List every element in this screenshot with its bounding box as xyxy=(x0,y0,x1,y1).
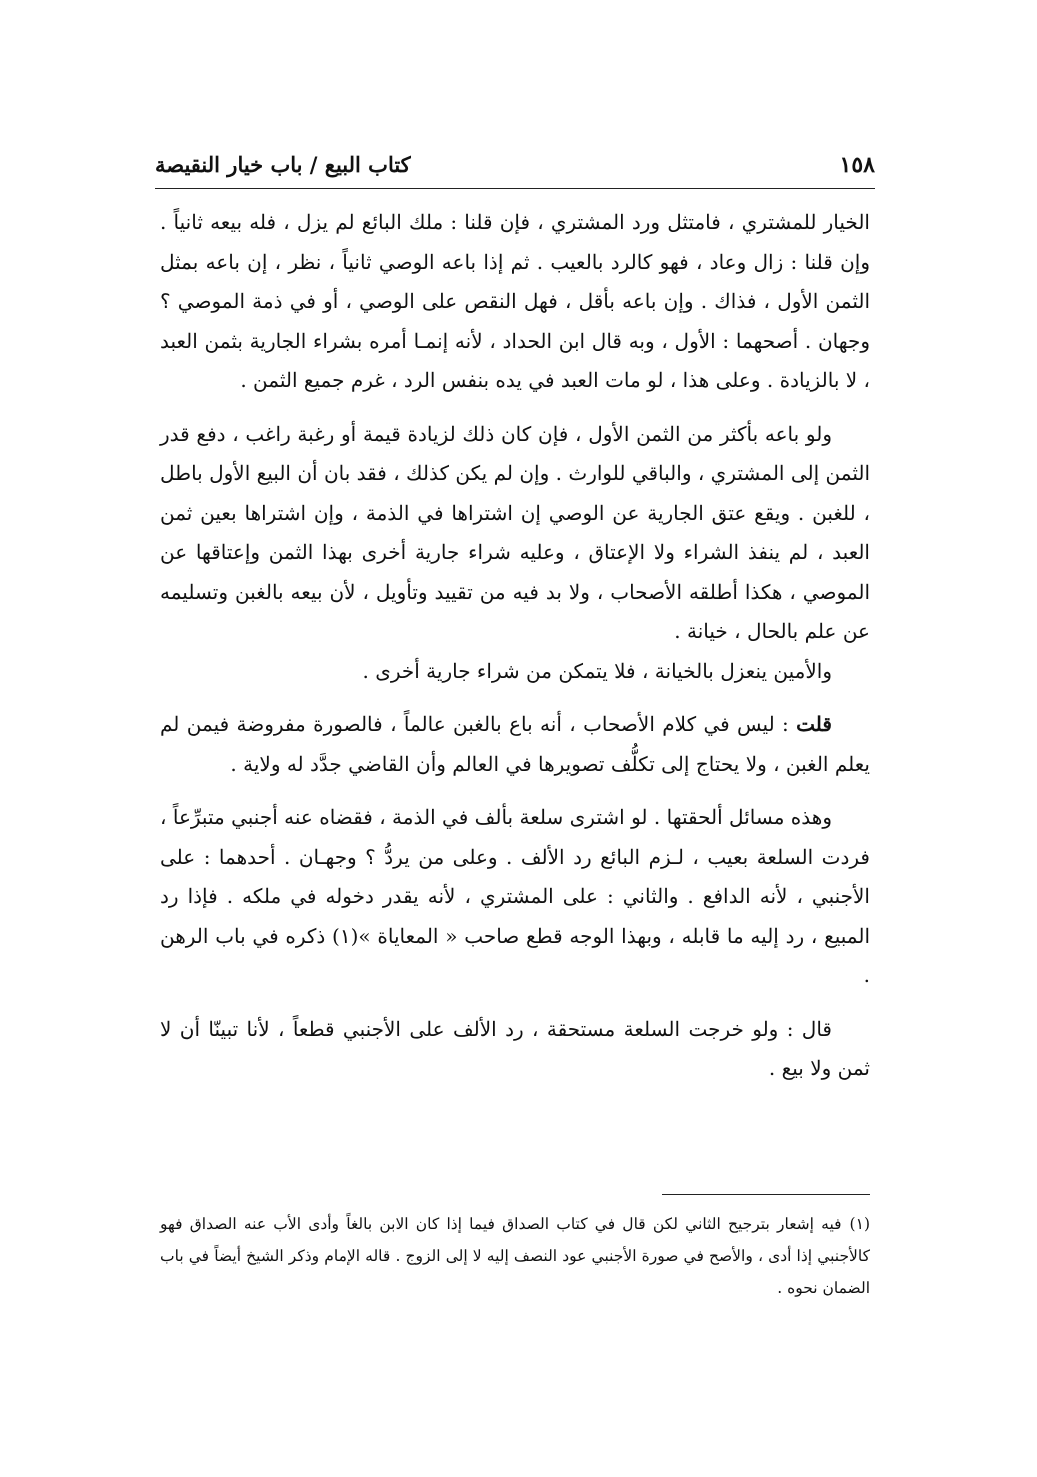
main-text xyxy=(160,203,870,1089)
footnote-entry xyxy=(160,1208,870,1304)
footnote-text: فيه إشعار بترجيح الثاني لكن قال في كتاب الصداق فيما إذا كان الابن بالغاً وأدى الأب عنه الصداق فهو كالأجنبي إذا أدى ، والأصح في صورة الأجنبي عود النصف إليه لا إلى الزوج . قاله الإمام وذكر الشيخ أيضاً في باب الضمان نحوه . xyxy=(160,1215,870,1297)
footnote xyxy=(160,1208,870,1304)
paragraph-6: قال : ولو خرجت السلعة مستحقة ، رد الألف على الأجنبي قطعاً ، لأنا تبينّا أن لا ثمن ولا بيع . xyxy=(160,1016,870,1080)
page-number: ١٥٨ xyxy=(839,152,875,178)
footnote-divider xyxy=(662,1194,870,1195)
paragraph-3: والأمين ينعزل بالخيانة ، فلا يتمكن من شراء جارية أخرى . xyxy=(362,658,832,683)
running-title: كتاب البيع / باب خيار النقيصة xyxy=(155,152,411,177)
paragraph-1: الخيار للمشتري ، فامتثل ورد المشتري ، فإن قلنا : ملك البائع لم يزل ، فله بيعه ثانياً . وإن قلنا : زال وعاد ، فهو كالرد بالعيب . ثم إذا باعه الوصي ثانياً ، نظر ، إن باعه بمثل الثمن الأول ، فذاك . وإن باعه بأقل ، فهل النقص على الوصي ، أو في ذمة الموصي ؟ وجهان . أصحهما : الأول ، وبه قال ابن الحداد ، لأنه إنمـا أمره بشراء الجارية بثمن العبد ، لا بالزيادة . وعلى هذا ، لو مات العبد في يده بنفس الرد ، غرم جميع الثمن . xyxy=(160,210,870,392)
paragraph-5: وهذه مسائل ألحقتها . لو اشترى سلعة بألف في الذمة ، فقضاه عنه أجنبي متبرِّعاً ، فردت السلعة بعيب ، لـزم البائع رد الألف . وعلى من يردُّ ؟ وجهـان . أحدهما : على الأجنبي ، لأنه الدافع . والثاني : على المشتري ، لأنه يقدر دخوله في ملكه . فإذا رد المبيع ، رد إليه ما قابله ، وبهذا الوجه قطع صاحب « المعاياة »(١) ذكره في باب الرهن . xyxy=(160,805,871,987)
footnote-marker: (١) xyxy=(849,1215,870,1233)
paragraph-2: ولو باعه بأكثر من الثمن الأول ، فإن كان ذلك لزيادة قيمة أو رغبة راغب ، دفع قدر الثمن إلى المشتري ، والباقي للوارث . وإن لم يكن كذلك ، فقد بان أن البيع الأول باطل ، للغبن . ويقع عتق الجارية عن الوصي إن اشتراها في الذمة ، وإن اشتراها بعين ثمن العبد ، لم ينفذ الشراء ولا الإعتاق ، وعليه شراء جارية أخرى بهذا الثمن وإعتاقها عن الموصي ، هكذا أطلقه الأصحاب ، ولا بد فيه من تقييد وتأويل ، لأن بيعه بالغبن وتسليمه عن علم بالحال ، خيانة . xyxy=(160,421,870,643)
paragraph-4-text: : ليس في كلام الأصحاب ، أنه باع بالغبن عالماً ، فالصورة مفروضة فيمن لم يعلم الغبن ، ولا يحتاج إلى تكلُّف تصويرها في العالم وأن القاضي جدَّد له ولاية . xyxy=(160,712,870,776)
paragraph-4 xyxy=(160,705,870,784)
qultu-label: قلت xyxy=(796,712,832,736)
page-header xyxy=(155,148,875,189)
